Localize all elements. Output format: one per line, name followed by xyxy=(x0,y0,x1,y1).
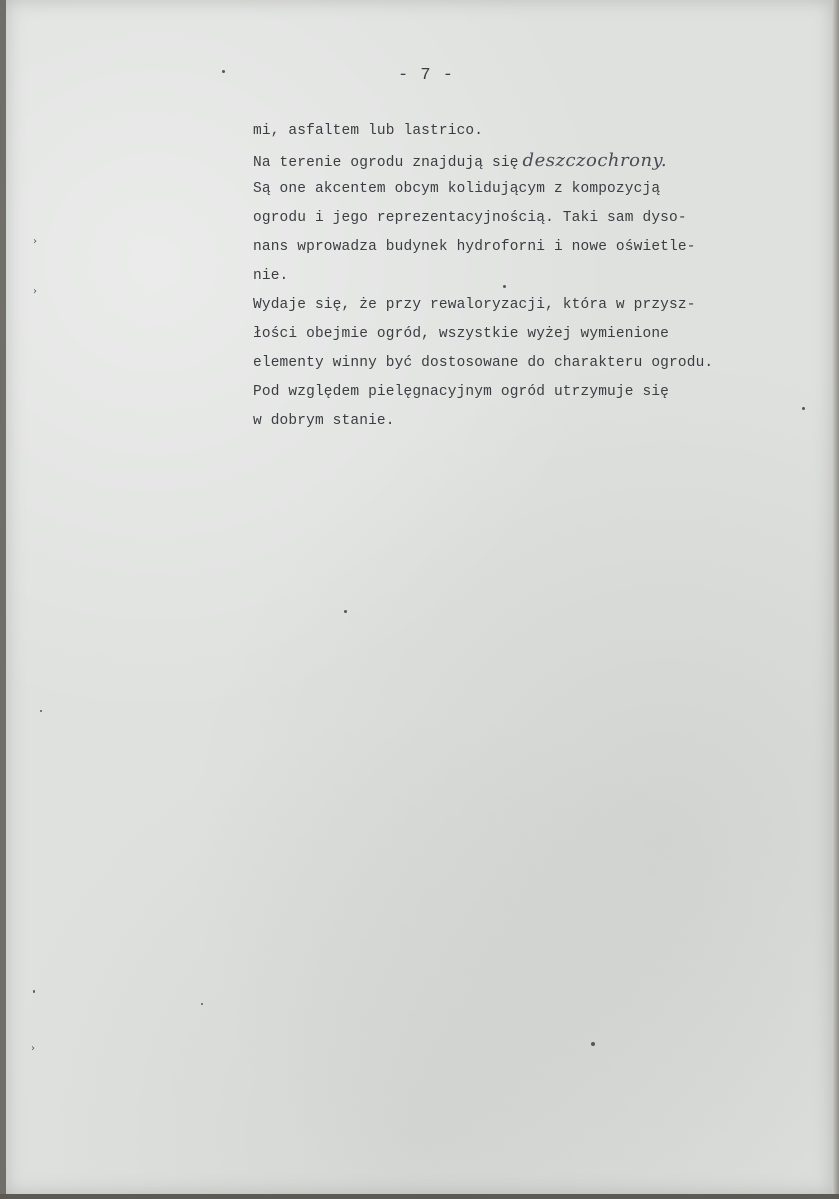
paper-speck xyxy=(503,285,506,288)
text-line: elementy winny być dostosowane do charakteru ogrodu. xyxy=(253,355,714,371)
page-number: - 7 - xyxy=(398,66,455,85)
scan-edge-right xyxy=(832,0,839,1199)
text-line: nans wprowadza budynek hydroforni i nowe oświetle- xyxy=(253,239,696,255)
text-line: nie. xyxy=(253,268,289,284)
margin-mark: › xyxy=(31,1043,35,1054)
paper-speck xyxy=(591,1042,595,1046)
text-line: ogrodu i jego reprezentacyjnością. Taki sam dyso- xyxy=(253,210,687,226)
typewritten-text xyxy=(253,117,813,436)
document-page xyxy=(6,0,832,1194)
margin-mark: › xyxy=(33,236,37,247)
paper-speck xyxy=(201,1003,203,1005)
text-line: w dobrym stanie. xyxy=(253,413,395,429)
text-line: Wydaje się, że przy rewaloryzacji, która w przysz- xyxy=(253,297,696,313)
text-line xyxy=(253,146,813,175)
margin-mark: › xyxy=(33,286,37,297)
paper-speck xyxy=(222,70,225,73)
paper-speck xyxy=(344,610,347,613)
text-line-typed: Na terenie ogrodu znajdują się xyxy=(253,155,519,171)
text-line: Pod względem pielęgnacyjnym ogród utrzymuje się xyxy=(253,384,670,400)
handwritten-insert: deszczochrony. xyxy=(522,150,668,171)
text-line: Są one akcentem obcym kolidującym z kompozycją xyxy=(253,181,661,197)
paper-speck xyxy=(802,407,805,410)
text-line: łości obejmie ogród, wszystkie wyżej wymienione xyxy=(253,326,670,342)
scan-edge-bottom xyxy=(0,1194,839,1199)
paper-speck xyxy=(33,990,35,993)
paper-speck xyxy=(40,710,42,712)
text-line: mi, asfaltem lub lastrico. xyxy=(253,123,484,139)
